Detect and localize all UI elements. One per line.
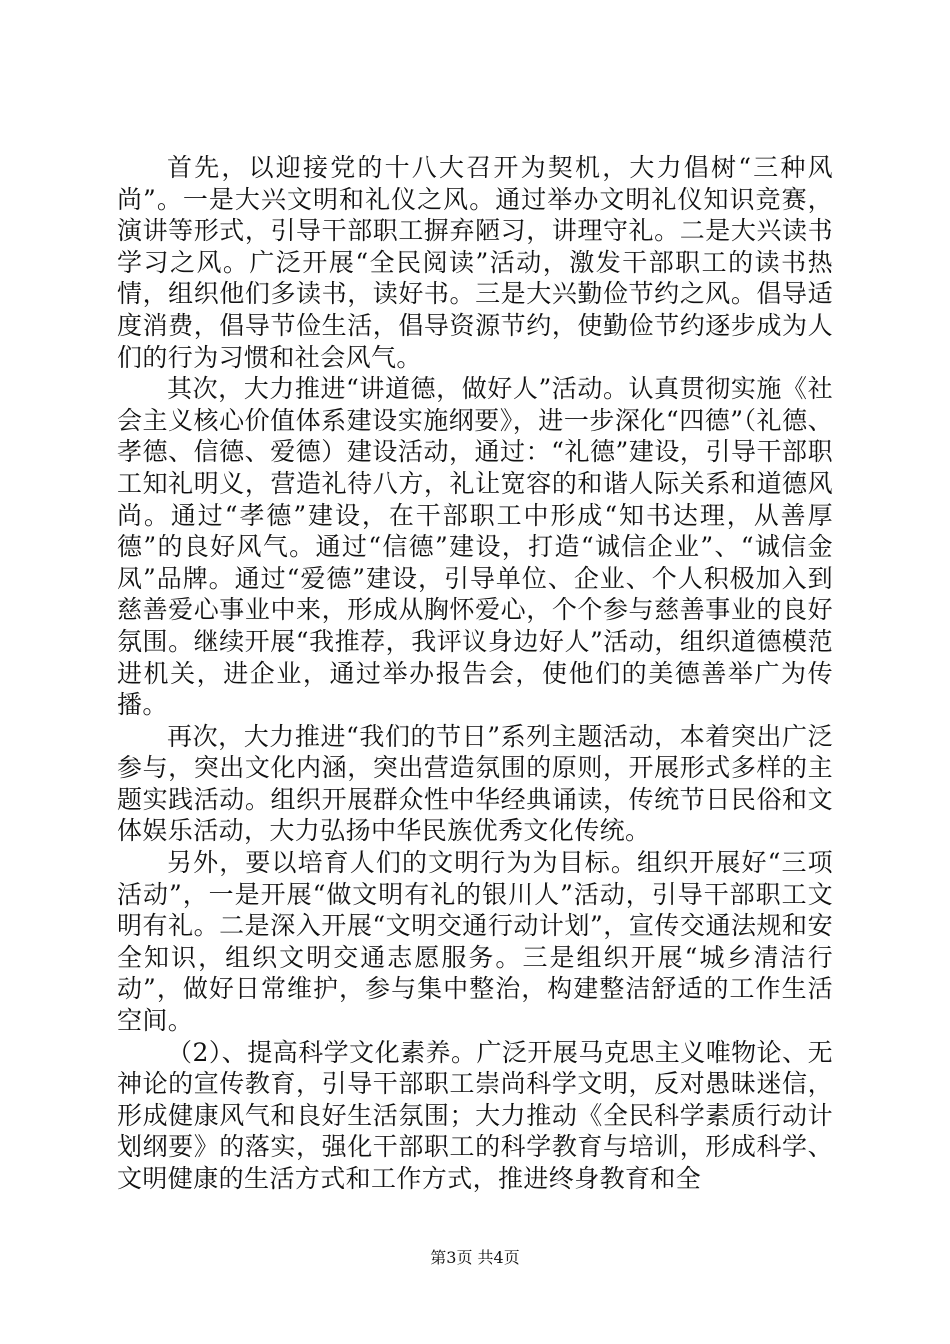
page-footer: 第3页 共4页 xyxy=(430,1248,520,1267)
paragraph-5: （2）、提高科学文化素养。广泛开展马克思主义唯物论、无神论的宣传教育，引导干部职工崇尚科学文明，反对愚昧迷信，形成健康风气和良好生活氛围；大力推动《全民科学素质行动计划纲要》的落实，强化干部职工的科学教育与培训，形成科学、文明健康的生活方式和工作方式，推进终身教育和全 xyxy=(117,1037,833,1193)
paragraph-3: 再次，大力推进“我们的节日”系列主题活动，本着突出广泛参与，突出文化内涵，突出营造氛围的原则，开展形式多样的主题实践活动。组织开展群众性中华经典诵读，传统节日民俗和文体娱乐活动，大力弘扬中华民族优秀文化传统。 xyxy=(117,721,833,846)
document-body xyxy=(117,152,833,1195)
paragraph-2: 其次，大力推进“讲道德，做好人”活动。认真贯彻实施《社会主义核心价值体系建设实施纲要》，进一步深化“四德”（礼德、孝德、信德、爱德）建设活动，通过：“礼德”建设，引导干部职工知礼明义，营造礼待八方，礼让宽容的和谐人际关系和道德风尚。通过“孝德”建设，在干部职工中形成“知书达理，从善厚德”的良好风气。通过“信德”建设，打造“诚信企业”、“诚信金凤”品牌。通过“爱德”建设，引导单位、企业、个人积极加入到慈善爱心事业中来，形成从胸怀爱心，个个参与慈善事业的良好氛围。继续开展“我推荐，我评议身边好人”活动，组织道德模范进机关，进企业，通过举办报告会，使他们的美德善举广为传播。 xyxy=(117,374,833,720)
paragraph-4: 另外，要以培育人们的文明行为为目标。组织开展好“三项活动”，一是开展“做文明有礼的银川人”活动，引导干部职工文明有礼。二是深入开展“文明交通行动计划”，宣传交通法规和安全知识，组织文明交通志愿服务。三是组织开展“城乡清洁行动”，做好日常维护，参与集中整治，构建整洁舒适的工作生活空间。 xyxy=(117,848,833,1036)
paragraph-1: 首先，以迎接党的十八大召开为契机，大力倡树“三种风尚”。一是大兴文明和礼仪之风。通过举办文明礼仪知识竞赛，演讲等形式，引导干部职工摒弃陋习，讲理守礼。二是大兴读书学习之风。广泛开展“全民阅读”活动，激发干部职工的读书热情，组织他们多读书，读好书。三是大兴勤俭节约之风。倡导适度消费，倡导节俭生活，倡导资源节约，使勤俭节约逐步成为人们的行为习惯和社会风气。 xyxy=(117,153,833,372)
